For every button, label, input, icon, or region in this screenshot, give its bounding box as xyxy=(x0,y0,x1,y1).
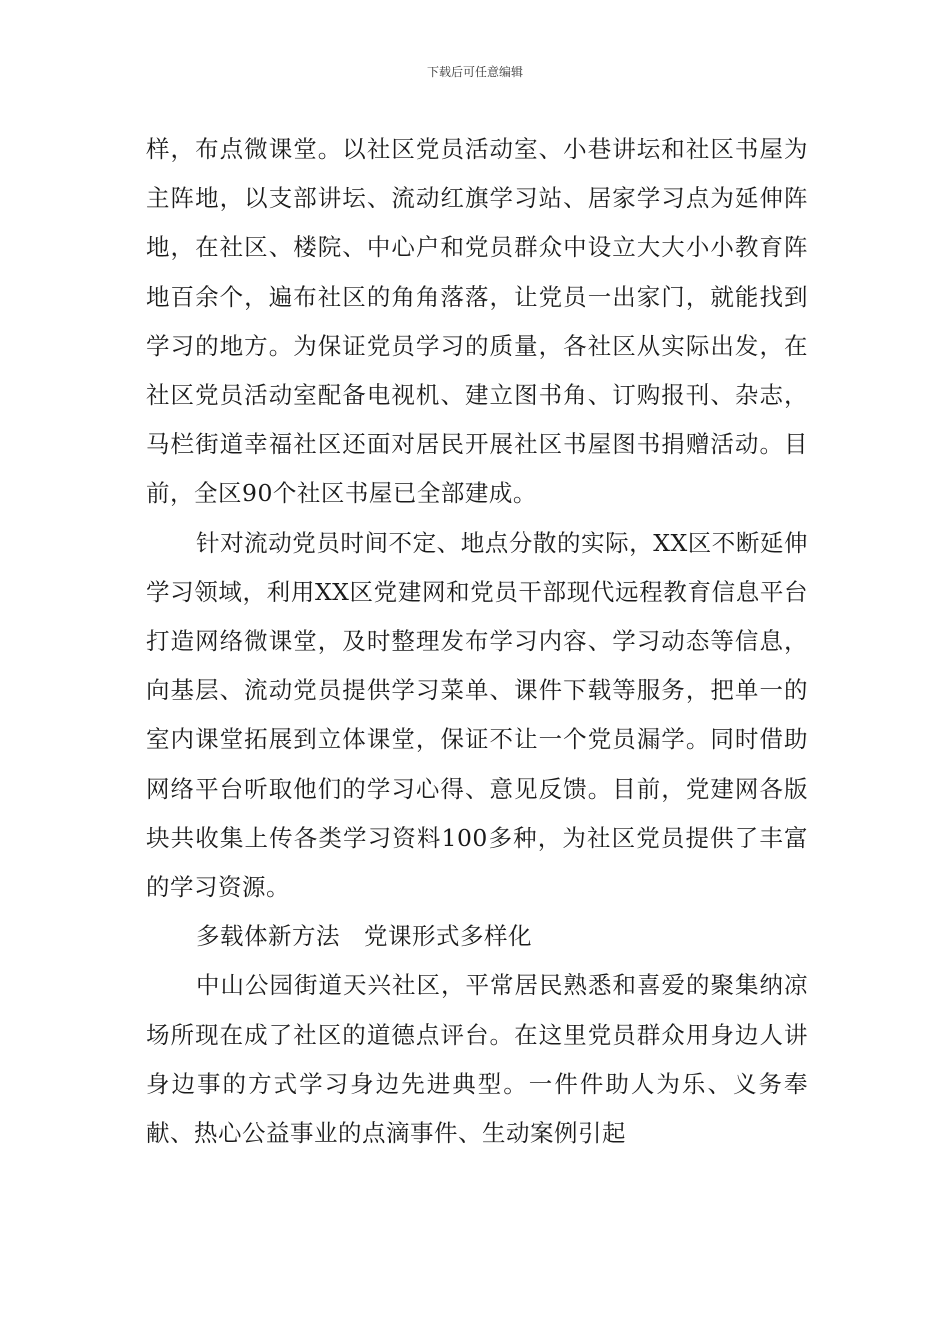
document-body xyxy=(146,125,808,1158)
paragraph-2: 针对流动党员时间不定、地点分散的实际，XX区不断延伸学习领域，利用XX区党建网和党员干部现代远程教育信息平台打造网络微课堂，及时整理发布学习内容、学习动态等信息，向基层、流动党员提供学习菜单、课件下载等服务，把单一的室内课堂拓展到立体课堂，保证不让一个党员漏学。同时借助网络平台听取他们的学习心得、意见反馈。目前，党建网各版块共收集上传各类学习资料100多种，为社区党员提供了丰富的学习资源。 xyxy=(146,528,808,902)
paragraph-1: 样，布点微课堂。以社区党员活动室、小巷讲坛和社区书屋为主阵地，以支部讲坛、流动红旗学习站、居家学习点为延伸阵地，在社区、楼院、中心户和党员群众中设立大大小小教育阵地百余个，遍布社区的角角落落，让党员一出家门，就能找到学习的地方。为保证党员学习的质量，各社区从实际出发，在社区党员活动室配备电视机、建立图书角、订购报刊、杂志，马栏街道幸福社区还面对居民开展社区书屋图书捐赠活动。目前，全区90个社区书屋已全部建成。 xyxy=(146,135,808,508)
page-header: 下载后可任意编辑 xyxy=(426,65,523,79)
paragraph-3: 中山公园街道天兴社区，平常居民熟悉和喜爱的聚集纳凉场所现在成了社区的道德点评台。在这里党员群众用身边人讲身边事的方式学习身边先进典型。一件件助人为乐、义务奉献、热心公益事业的点滴事件、生动案例引起 xyxy=(146,971,808,1148)
section-heading: 多载体新方法 党课形式多样化 xyxy=(196,922,532,951)
